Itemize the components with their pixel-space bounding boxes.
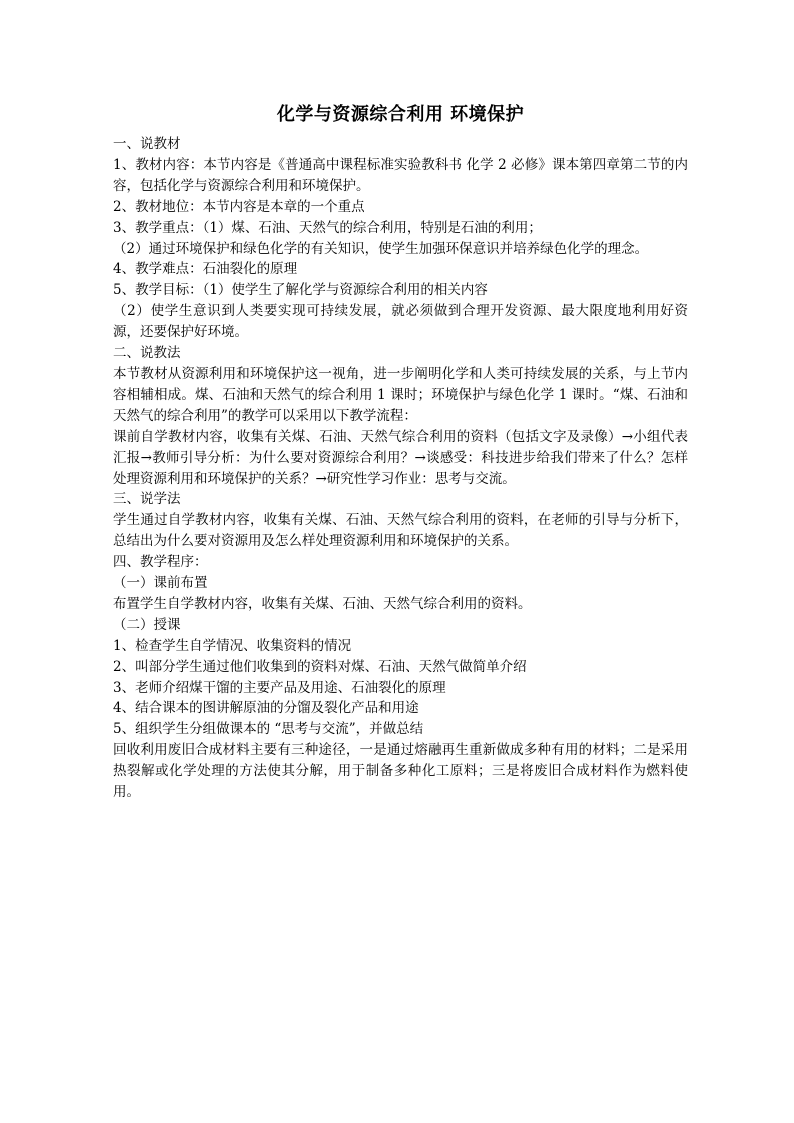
- paragraph-key-points-1: 3、教学重点：（1）煤、石油、天然气的综合利用，特别是石油的利用；: [113, 219, 542, 236]
- subheading-pre-class: （一）课前布置: [113, 575, 208, 592]
- list-item-2: 2、叫部分学生通过他们收集到的资料对煤、石油、天然气做简单介绍: [113, 658, 527, 675]
- paragraph-key-points-2: （2）通过环境保护和绿色化学的有关知识，使学生加强环保意识并培养绿色化学的理念。: [113, 240, 649, 257]
- list-item-5: 5、组织学生分组做课本的 “思考与交流”，并做总结: [113, 721, 424, 738]
- paragraph-teaching-method: 本节教材从资源利用和环境保护这一视角，进一步阐明化学和人类可持续发展的关系，与上节内容相辅相成。煤、石油和天然气的综合利用 1 课时；环境保护与绿色化学 1 课时。“煤、石油和天然气的综合利用”的教学可以采用以下教学流程：: [113, 365, 688, 424]
- paragraph-pre-class: 布置学生自学教材内容，收集有关煤、石油、天然气综合利用的资料。: [113, 595, 532, 612]
- section-heading-teaching-method: 二、说教法: [113, 345, 181, 362]
- list-item-4: 4、结合课本的图讲解原油的分馏及裂化产品和用途: [113, 700, 419, 717]
- paragraph-teaching-flow: 课前自学教材内容，收集有关煤、石油、天然气综合利用的资料（包括文字及录像）→小组代表汇报→教师引导分析：为什么要对资源综合利用？→谈感受：科技进步给我们带来了什么？怎样处理资源利用和环境保护的关系？→研究性学习作业：思考与交流。: [113, 428, 688, 487]
- document-page: [113, 100, 688, 803]
- paragraph-goals-1: 5、教学目标：（1）使学生了解化学与资源综合利用的相关内容: [113, 282, 488, 299]
- paragraph-learning-method: 学生通过自学教材内容，收集有关煤、石油、天然气综合利用的资料，在老师的引导与分析下，总结出为什么要对资源用及怎么样处理资源利用和环境保护的关系。: [113, 512, 688, 550]
- document-title: 化学与资源综合利用 环境保护: [276, 104, 525, 125]
- paragraph-position: 2、教材地位：本节内容是本章的一个重点: [113, 198, 365, 215]
- section-heading-textbook: 一、说教材: [113, 136, 181, 152]
- paragraph-difficulty: 4、教学难点：石油裂化的原理: [113, 261, 298, 278]
- section-heading-procedure: 四、教学程序：: [113, 554, 208, 571]
- subheading-lecture: （二）授课: [113, 616, 181, 633]
- paragraph-recycling: 回收利用废旧合成材料主要有三种途径，一是通过熔融再生重新做成多种有用的材料；二是采用热裂解或化学处理的方法使其分解，用于制备多种化工原料；三是将废旧合成材料作为燃料使用。: [113, 742, 688, 801]
- paragraph-content: 1、教材内容：本节内容是《普通高中课程标准实验教科书 化学 2 必修》课本第四章第二节的内容，包括化学与资源综合利用和环境保护。: [113, 156, 688, 194]
- list-item-1: 1、检查学生自学情况、收集资料的情况: [113, 637, 352, 654]
- section-heading-learning-method: 三、说学法: [113, 491, 181, 508]
- paragraph-goals-2: （2）使学生意识到人类要实现可持续发展，就必须做到合理开发资源、最大限度地利用好资源，还要保护好环境。: [113, 303, 688, 341]
- list-item-3: 3、老师介绍煤干馏的主要产品及用途、石油裂化的原理: [113, 679, 446, 696]
